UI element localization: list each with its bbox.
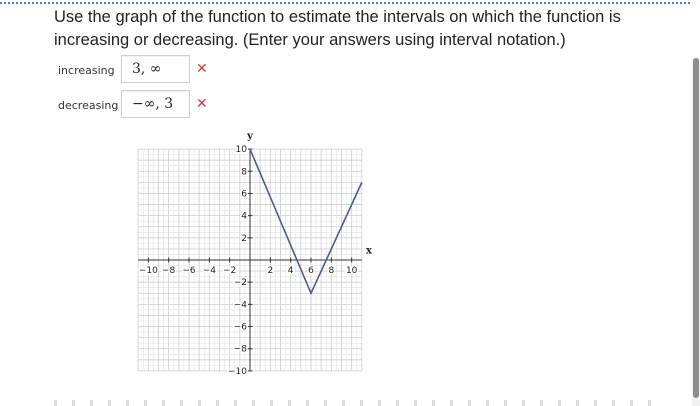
y-tick-label: 6	[241, 189, 247, 200]
question-text: Use the graph of the function to estimate the intervals on which the function is increasing or decreasing. (Enter your answers using interval notation.)	[54, 8, 621, 49]
y-tick-label: −2	[233, 278, 247, 289]
function-graph	[118, 128, 382, 392]
y-axis-label: y	[247, 131, 253, 143]
top-divider	[0, 2, 690, 4]
red-x-icon: ✕	[196, 61, 208, 77]
y-tick-label: 10	[235, 145, 247, 156]
y-tick-label: −10	[228, 366, 247, 377]
x-tick-label: 8	[328, 266, 335, 276]
increasing-label: increasing	[58, 64, 115, 77]
x-axis-label: x	[365, 245, 372, 257]
y-tick-label: −4	[233, 300, 247, 311]
x-tick-label: −6	[182, 266, 196, 276]
y-tick-label: −8	[233, 344, 247, 355]
y-tick-label: 2	[241, 233, 247, 244]
x-tick-label: −4	[202, 266, 216, 276]
x-tick-label: 4	[287, 266, 294, 276]
y-tick-label: −6	[233, 322, 247, 333]
y-tick-label: 8	[241, 167, 247, 178]
decreasing-label: decreasing	[58, 99, 119, 112]
x-tick-label: 6	[308, 266, 314, 276]
x-tick-label: −10	[138, 266, 158, 276]
x-tick-label: −8	[162, 266, 176, 276]
y-tick-label: 4	[241, 211, 247, 222]
x-tick-label: 10	[345, 266, 358, 276]
x-tick-label: −2	[223, 266, 237, 276]
scrollbar[interactable]	[692, 58, 700, 406]
increasing-input[interactable]: 3, ∞	[121, 55, 190, 83]
red-x-icon: ✕	[196, 96, 208, 112]
scrollbar-thumb[interactable]	[693, 58, 699, 398]
decreasing-input[interactable]: −∞, 3	[121, 90, 190, 118]
x-tick-label: 2	[267, 266, 274, 276]
next-question-text-fragment	[54, 400, 654, 406]
